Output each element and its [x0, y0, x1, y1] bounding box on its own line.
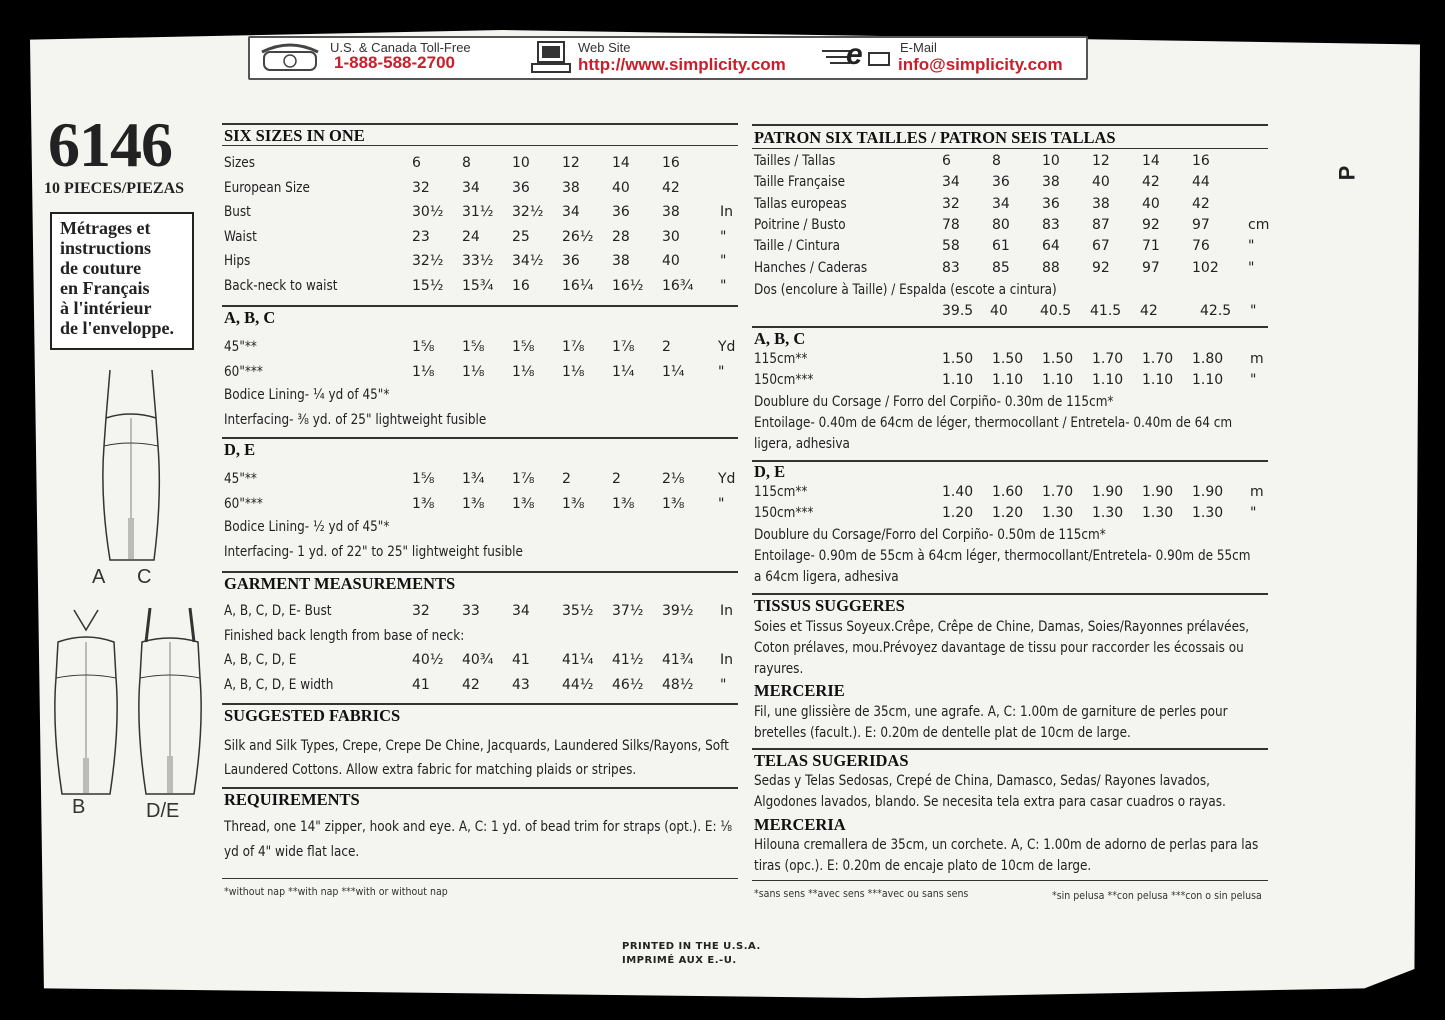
- french-size-cell: 83: [1042, 216, 1060, 233]
- french-dos-cell: 40.5: [1040, 303, 1072, 319]
- french-de-note: a 64cm ligera, adhesiva: [754, 569, 899, 585]
- french-size-cell: 78: [942, 216, 960, 233]
- english-size-cell: 26½: [562, 228, 594, 245]
- english-size-cell: 24: [462, 228, 480, 245]
- english-size-row-label: Back-neck to waist: [224, 278, 338, 294]
- garment-bust-cell: 35½: [562, 603, 594, 619]
- garment-length-cell: 40½: [412, 652, 444, 668]
- suggested-fabrics-text: Silk and Silk Types, Crepe, Crepe De Chine, Jacquards, Laundered Silks/Rayons, Soft: [224, 738, 729, 754]
- french-sizes-title: PATRON SIX TAILLES / PATRON SEIS TALLAS: [754, 128, 1116, 147]
- section-rule: [222, 305, 738, 307]
- english-size-cell: 8: [462, 155, 471, 171]
- french-size-cell: 32: [942, 195, 960, 212]
- section-rule: [752, 593, 1268, 595]
- french-size-cell: 6: [942, 153, 951, 169]
- french-size-cell: 64: [1042, 238, 1060, 255]
- english-abc-note: Interfacing- ⅜ yd. of 25" lightweight fusible: [224, 412, 487, 428]
- french-de-cell: 1.30: [1042, 505, 1074, 521]
- garment-bust-cell: 39½: [662, 603, 694, 619]
- french-dos-unit: ": [1250, 303, 1257, 319]
- section-rule: [222, 123, 738, 125]
- english-size-row-label: European Size: [224, 179, 310, 196]
- english-abc-cell: 1⅞: [612, 339, 635, 355]
- french-de-cell: 1.70: [1042, 484, 1074, 500]
- english-abc-cell: 1⅞: [562, 339, 585, 355]
- french-size-cell: 14: [1142, 153, 1160, 169]
- garment-length-cell: 46½: [612, 677, 644, 693]
- french-dos-cell: 42: [1140, 303, 1158, 319]
- english-abc-cell: 1⅛: [512, 363, 535, 380]
- french-abc-cell: 1.10: [1142, 372, 1174, 388]
- french-abc-cell: 1.10: [992, 372, 1024, 388]
- french-abc-cell: 1.80: [1192, 351, 1224, 367]
- english-de-cell: 2: [612, 471, 621, 487]
- french-abc-unit: m: [1250, 351, 1264, 367]
- section-rule: [222, 703, 738, 705]
- french-size-cell: 87: [1092, 216, 1110, 233]
- english-de-row-label: 45"**: [224, 471, 257, 487]
- view-label-c: C: [137, 566, 152, 588]
- english-size-cell: 16½: [612, 278, 644, 294]
- section-rule: [752, 326, 1268, 328]
- french-size-cell: 102: [1192, 259, 1219, 276]
- english-size-cell: 36: [612, 204, 630, 221]
- garment-length-row-label: A, B, C, D, E: [224, 652, 297, 668]
- french-note-line: à l'intérieur: [60, 298, 152, 318]
- side-letter: P: [1334, 165, 1360, 181]
- garment-bust-row-label: A, B, C, D, E- Bust: [224, 603, 332, 619]
- email-label: E-Mail: [900, 40, 937, 55]
- garment-length-cell: 43: [512, 677, 530, 693]
- english-size-cell: 10: [512, 155, 530, 171]
- english-de-cell: 1⅞: [512, 471, 535, 487]
- french-size-cell: 83: [942, 259, 960, 276]
- english-size-cell: 16: [512, 278, 530, 294]
- french-size-row-label: Poitrine / Busto: [754, 216, 846, 233]
- french-note-line: de l'enveloppe.: [60, 318, 175, 338]
- french-de-row-label: 115cm**: [754, 484, 808, 500]
- finished-back-length-label: Finished back length from base of neck:: [224, 628, 465, 644]
- english-de-row-label: 60"***: [224, 495, 263, 512]
- french-de-cell: 1.30: [1192, 505, 1224, 521]
- garment-length-cell: 42: [462, 677, 480, 693]
- printed-in-usa-fr: IMPRIMÉ AUX E.-U.: [622, 955, 737, 966]
- spanish-nap-footnote: *sin pelusa **con pelusa ***con o sin pelusa: [1052, 889, 1262, 902]
- french-size-cell: 76: [1192, 238, 1210, 255]
- english-de-unit: Yd: [718, 471, 736, 487]
- garment-bust-cell: 37½: [612, 603, 644, 619]
- english-size-cell: 34: [562, 204, 580, 221]
- french-size-cell: 38: [1042, 174, 1060, 191]
- english-size-cell: 31½: [462, 204, 494, 221]
- tissus-title: TISSUS SUGGERES: [754, 596, 905, 615]
- english-size-cell: 38: [662, 204, 680, 221]
- french-size-cell: 97: [1142, 259, 1160, 276]
- pattern-number: 6146: [48, 109, 172, 180]
- pieces-count: 10 PIECES/PIEZAS: [44, 180, 185, 197]
- merceria-text: Hilouna cremallera de 35cm, un corchete. A, C: 1.00m de adorno de perlas para las: [754, 837, 1259, 853]
- english-de-cell: 1⅜: [662, 495, 685, 512]
- english-size-row-label: Sizes: [224, 155, 256, 171]
- french-size-row-label: Hanches / Caderas: [754, 259, 868, 276]
- french-de-unit: m: [1250, 484, 1264, 500]
- english-size-unit: ": [720, 228, 727, 245]
- french-size-cell: 16: [1192, 153, 1210, 169]
- english-size-cell: 25: [512, 228, 530, 245]
- french-note-line: instructions: [60, 238, 152, 258]
- section-rule: [752, 124, 1268, 126]
- english-de-cell: 1⅜: [412, 495, 435, 512]
- french-abc-unit: ": [1250, 372, 1257, 388]
- french-abc-note: Entoilage- 0.40m de 64cm de léger, thermocollant / Entretela- 0.40m de 64 cm: [754, 415, 1233, 431]
- garment-length-cell: 41¼: [562, 652, 594, 668]
- french-dos-cell: 42.5: [1200, 303, 1232, 319]
- telas-text: Algodones lavados, blando. Se necesita tela extra para casar cuadros o rayas.: [754, 794, 1226, 810]
- section-rule: [222, 878, 738, 879]
- french-size-cell: 40: [1092, 174, 1110, 191]
- telas-text: Sedas y Telas Sedosas, Crepé de China, Damasco, Sedas/ Rayones lavados,: [754, 773, 1210, 789]
- email-letter: e: [846, 38, 863, 71]
- garment-length-cell: 41: [412, 677, 430, 693]
- french-abc-note: Doublure du Corsage / Forro del Corpiño- 0.30m de 115cm*: [754, 394, 1114, 410]
- web-url[interactable]: http://www.simplicity.com: [578, 55, 786, 74]
- french-size-cell: 92: [1142, 216, 1160, 233]
- english-de-cell: 1⅜: [612, 495, 635, 512]
- garment-length-cell: 44½: [562, 677, 594, 693]
- french-size-cell: 10: [1042, 153, 1060, 169]
- english-size-cell: 15¾: [462, 278, 494, 294]
- english-sizes-title: SIX SIZES IN ONE: [224, 126, 365, 145]
- garment-length-cell: 41: [512, 652, 530, 668]
- french-de-cell: 1.20: [942, 505, 974, 521]
- english-size-cell: 16¼: [562, 278, 594, 294]
- english-size-cell: 32½: [412, 253, 444, 270]
- english-size-cell: 12: [562, 155, 580, 171]
- garment-length-cell: 41½: [612, 652, 644, 668]
- english-de-cell: 1¾: [462, 471, 485, 487]
- view-label-b: B: [72, 796, 86, 818]
- english-size-cell: 23: [412, 228, 430, 245]
- french-abc-cell: 1.10: [1042, 372, 1074, 388]
- french-instructions-box: [50, 212, 194, 350]
- english-size-cell: 36: [562, 253, 580, 270]
- english-size-cell: 38: [562, 179, 580, 196]
- dress-sketch-view-b: [44, 608, 128, 798]
- english-size-row-label: Waist: [224, 228, 257, 245]
- french-size-cell: 38: [1092, 195, 1110, 212]
- french-de-cell: 1.90: [1192, 484, 1224, 500]
- english-size-cell: 38: [612, 253, 630, 270]
- french-size-cell: 42: [1142, 174, 1160, 191]
- mercerie-title: MERCERIE: [754, 681, 845, 700]
- english-abc-cell: 1⅝: [512, 339, 535, 355]
- english-size-unit: In: [720, 204, 734, 221]
- french-dos-cell: 39.5: [942, 303, 974, 319]
- french-de-note: Entoilage- 0.90m de 55cm à 64cm léger, thermocollant/Entretela- 0.90m de 55cm: [754, 548, 1251, 564]
- section-rule: [222, 787, 738, 789]
- english-de-cell: 1⅜: [512, 495, 535, 512]
- french-de-cell: 1.30: [1142, 505, 1174, 521]
- french-size-cell: 40: [1142, 195, 1160, 212]
- english-abc-unit: Yd: [718, 339, 736, 355]
- english-size-cell: 33½: [462, 253, 494, 270]
- english-abc-cell: 1⅛: [562, 363, 585, 380]
- french-size-cell: 92: [1092, 259, 1110, 276]
- french-abc-title: A, B, C: [754, 329, 806, 348]
- english-nap-footnote: *without nap **with nap ***with or without nap: [224, 885, 448, 898]
- english-size-cell: 32: [412, 179, 430, 196]
- garment-length-row-label: A, B, C, D, E width: [224, 677, 334, 693]
- english-size-cell: 34: [462, 179, 480, 196]
- french-abc-cell: 1.10: [1092, 372, 1124, 388]
- english-abc-cell: 1⅛: [412, 363, 435, 380]
- phone-number: 1-888-588-2700: [334, 53, 455, 72]
- garment-bust-cell: 34: [512, 603, 530, 619]
- french-nap-footnote: *sans sens **avec sens ***avec ou sans sens: [754, 887, 969, 900]
- english-size-cell: 16¾: [662, 278, 694, 294]
- english-size-cell: 16: [662, 155, 680, 171]
- french-size-cell: 97: [1192, 216, 1210, 233]
- english-de-cell: 1⅜: [462, 495, 485, 512]
- english-size-cell: 6: [412, 155, 421, 171]
- french-abc-row-label: 115cm**: [754, 351, 808, 367]
- english-size-cell: 34½: [512, 253, 544, 270]
- english-size-cell: 40: [662, 253, 680, 270]
- french-abc-cell: 1.70: [1092, 351, 1124, 367]
- english-abc-row-label: 60"***: [224, 363, 263, 380]
- section-rule: [752, 148, 1268, 149]
- english-size-row-label: Hips: [224, 253, 251, 270]
- english-size-cell: 30½: [412, 204, 444, 221]
- french-dos-label: Dos (encolure à Taille) / Espalda (escote a cintura): [754, 282, 1057, 298]
- french-de-cell: 1.20: [992, 505, 1024, 521]
- french-dos-cell: 40: [990, 303, 1008, 319]
- english-abc-cell: 1¼: [612, 363, 635, 380]
- french-de-cell: 1.30: [1092, 505, 1124, 521]
- french-size-cell: 61: [992, 238, 1010, 255]
- english-de-cell: 1⅝: [412, 471, 435, 487]
- english-abc-cell: 1⅝: [412, 339, 435, 355]
- english-de-unit: ": [718, 495, 725, 512]
- garment-bust-unit: In: [720, 603, 734, 619]
- english-size-unit: ": [720, 278, 727, 294]
- mercerie-text: bretelles (facult.). E: 0.20m de dentelle plat de 10cm de large.: [754, 725, 1131, 741]
- french-de-cell: 1.40: [942, 484, 974, 500]
- dress-sketch-view-d-e: [128, 606, 212, 798]
- english-de-cell: 2: [562, 471, 571, 487]
- merceria-title: MERCERIA: [754, 815, 846, 834]
- tissus-text: Coton prélaves, mou.Prévoyez davantage de tissu pour raccorder les écossais ou: [754, 640, 1244, 656]
- garment-bust-cell: 32: [412, 603, 430, 619]
- section-rule: [222, 571, 738, 573]
- english-de-title: D, E: [224, 440, 256, 459]
- english-de-note: Bodice Lining- ½ yd of 45"*: [224, 519, 390, 535]
- french-note-line: en Français: [60, 278, 150, 298]
- telas-title: TELAS SUGERIDAS: [754, 751, 909, 770]
- english-size-cell: 42: [662, 179, 680, 196]
- french-de-cell: 1.90: [1142, 484, 1174, 500]
- english-abc-title: A, B, C: [224, 308, 276, 327]
- email-address[interactable]: info@simplicity.com: [898, 55, 1063, 74]
- english-size-cell: 15½: [412, 278, 444, 294]
- french-size-row-label: Taille Française: [754, 174, 846, 191]
- french-size-cell: 34: [992, 195, 1010, 212]
- french-size-cell: 88: [1042, 259, 1060, 276]
- english-abc-cell: 1⅛: [462, 363, 485, 380]
- suggested-fabrics-text: Laundered Cottons. Allow extra fabric for matching plaids or stripes.: [224, 762, 637, 778]
- requirements-text: Thread, one 14" zipper, hook and eye. A, C: 1 yd. of bead trim for straps (opt.). E: ⅛: [224, 819, 733, 835]
- english-size-cell: 32½: [512, 204, 544, 221]
- french-size-row-label: Tallas europeas: [754, 195, 847, 212]
- telephone-icon: [258, 40, 322, 74]
- english-size-row-label: Bust: [224, 204, 251, 221]
- mercerie-text: Fil, une glissière de 35cm, une agrafe. A, C: 1.00m de garniture de perles pour: [754, 704, 1228, 720]
- english-size-cell: 14: [612, 155, 630, 171]
- section-rule: [222, 437, 738, 439]
- english-abc-note: Bodice Lining- ¼ yd of 45"*: [224, 387, 390, 403]
- french-de-unit: ": [1250, 505, 1257, 521]
- english-abc-row-label: 45"**: [224, 339, 257, 355]
- french-size-unit: ": [1248, 238, 1255, 255]
- english-abc-cell: 2: [662, 339, 671, 355]
- french-abc-cell: 1.50: [1042, 351, 1074, 367]
- english-size-cell: 40: [612, 179, 630, 196]
- french-size-row-label: Tailles / Tallas: [754, 153, 836, 169]
- french-abc-cell: 1.10: [1192, 372, 1224, 388]
- printed-in-usa: PRINTED IN THE U.S.A.: [622, 941, 761, 952]
- suggested-fabrics-title: SUGGESTED FABRICS: [224, 706, 401, 725]
- english-size-cell: 36: [512, 179, 530, 196]
- english-de-cell: 2⅛: [662, 471, 685, 487]
- french-size-cell: 36: [992, 174, 1010, 191]
- english-size-unit: ": [720, 253, 727, 270]
- garment-length-cell: 40¾: [462, 652, 494, 668]
- garment-length-unit: ": [720, 677, 727, 693]
- french-size-cell: 44: [1192, 174, 1210, 191]
- garment-measurements-title: GARMENT MEASUREMENTS: [224, 574, 456, 593]
- french-size-cell: 80: [992, 216, 1010, 233]
- french-de-title: D, E: [754, 462, 786, 481]
- garment-length-cell: 41¾: [662, 652, 694, 668]
- french-note-line: Métrages et: [60, 218, 151, 238]
- english-de-cell: 1⅜: [562, 495, 585, 512]
- french-de-row-label: 150cm***: [754, 505, 814, 521]
- garment-bust-cell: 33: [462, 603, 480, 619]
- french-de-cell: 1.90: [1092, 484, 1124, 500]
- french-size-cell: 36: [1042, 195, 1060, 212]
- web-label: Web Site: [578, 40, 631, 55]
- french-size-cell: 58: [942, 238, 960, 255]
- phone-label: U.S. & Canada Toll-Free: [330, 40, 471, 55]
- french-abc-cell: 1.70: [1142, 351, 1174, 367]
- french-abc-note: ligera, adhesiva: [754, 436, 850, 452]
- section-rule: [752, 748, 1268, 750]
- french-abc-row-label: 150cm***: [754, 372, 814, 388]
- french-size-cell: 85: [992, 259, 1010, 276]
- french-size-cell: 12: [1092, 153, 1110, 169]
- section-rule: [222, 145, 738, 146]
- merceria-text: tiras (opc.). E: 0.20m de encaje plato de 10cm de large.: [754, 858, 1092, 874]
- email-logo-icon: [822, 38, 894, 74]
- french-size-unit: cm: [1248, 216, 1270, 233]
- requirements-text: yd of 4" wide flat lace.: [224, 844, 360, 860]
- section-rule: [752, 460, 1268, 462]
- french-de-note: Doublure du Corsage/Forro del Corpiño- 0.50m de 115cm*: [754, 527, 1106, 543]
- french-de-cell: 1.60: [992, 484, 1024, 500]
- french-size-cell: 67: [1092, 238, 1110, 255]
- english-size-cell: 28: [612, 228, 630, 245]
- computer-icon: [530, 40, 574, 74]
- garment-length-unit: In: [720, 652, 734, 668]
- french-size-cell: 71: [1142, 238, 1160, 255]
- dress-sketch-view-a-c: [88, 368, 178, 564]
- french-size-cell: 34: [942, 174, 960, 191]
- tissus-text: Soies et Tissus Soyeux.Crêpe, Crêpe de Chine, Damas, Soies/Rayonnes prélavées,: [754, 619, 1250, 635]
- french-size-cell: 42: [1192, 195, 1210, 212]
- french-abc-cell: 1.10: [942, 372, 974, 388]
- french-abc-cell: 1.50: [992, 351, 1024, 367]
- french-size-row-label: Taille / Cintura: [754, 238, 840, 255]
- requirements-title: REQUIREMENTS: [224, 790, 360, 809]
- view-label-de: D/E: [146, 800, 180, 822]
- french-dos-cell: 41.5: [1090, 303, 1122, 319]
- french-size-cell: 8: [992, 153, 1001, 169]
- french-size-unit: ": [1248, 259, 1255, 276]
- section-rule: [752, 880, 1268, 881]
- tissus-text: rayures.: [754, 661, 804, 677]
- french-note-line: de couture: [60, 258, 142, 278]
- garment-length-cell: 48½: [662, 677, 694, 693]
- english-abc-cell: 1⅝: [462, 339, 485, 355]
- english-abc-unit: ": [718, 363, 725, 380]
- english-size-cell: 30: [662, 228, 680, 245]
- french-abc-cell: 1.50: [942, 351, 974, 367]
- view-label-a: A: [92, 566, 106, 588]
- english-de-note: Interfacing- 1 yd. of 22" to 25" lightweight fusible: [224, 544, 523, 560]
- english-abc-cell: 1¼: [662, 363, 685, 380]
